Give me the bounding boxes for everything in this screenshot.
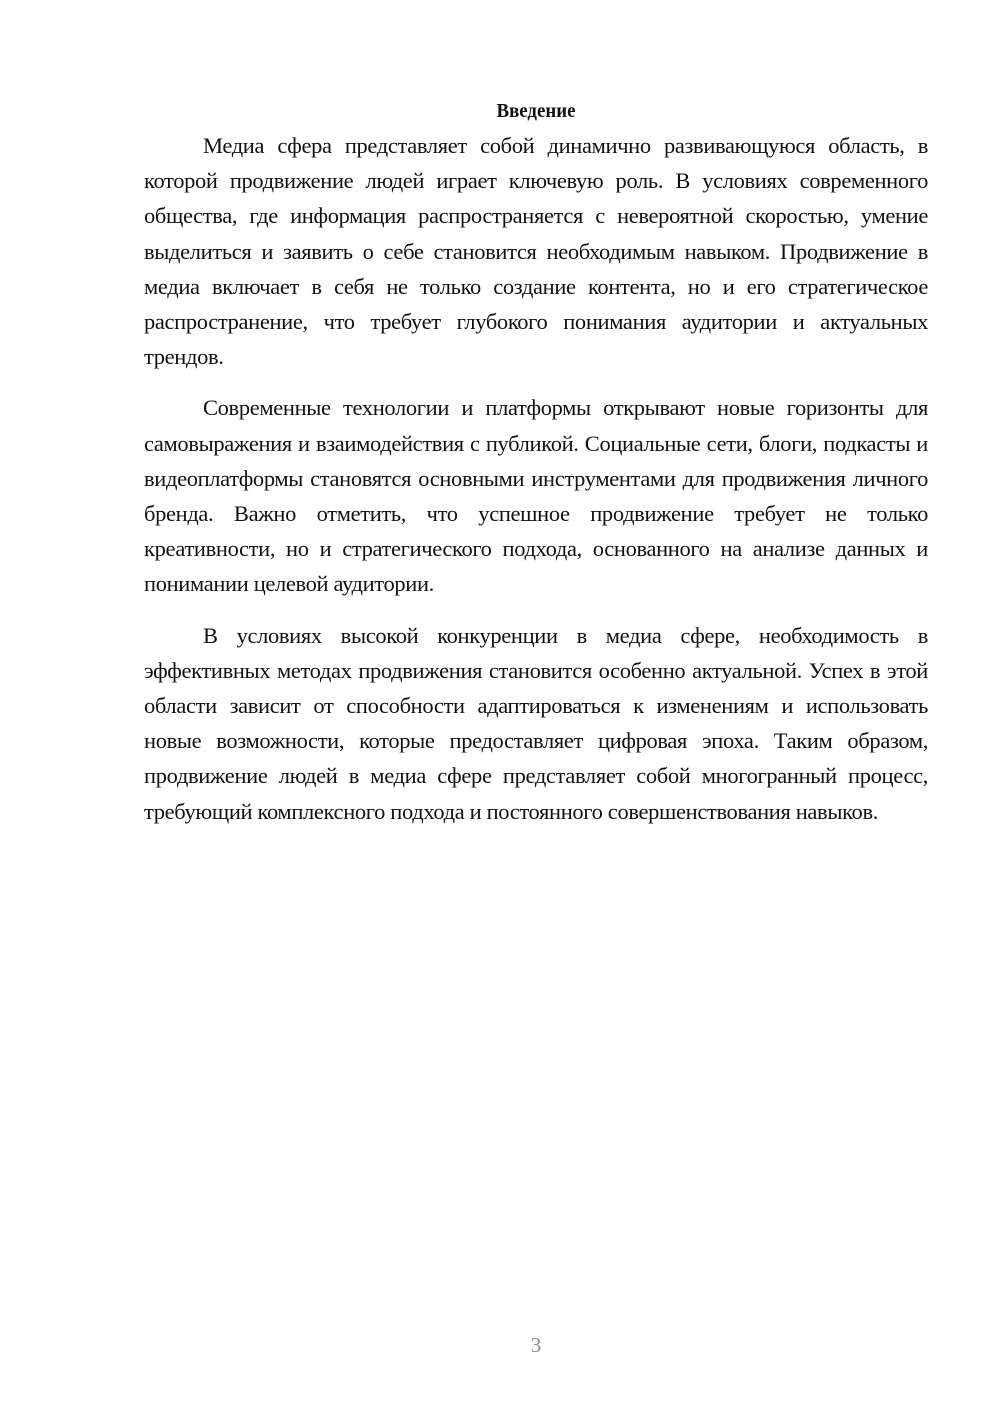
paragraph-2: Современные технологии и платформы открывают новые горизонты для самовыражения и взаимодействия с публикой. Социальные сети, блоги, подкасты и видеоплатформы становятся основными инструментами для продвижения личного бренда. Важно отметить, что успешное продвижение требует не только креативности, но и стратегического подхода, основанного на анализе данных и понимании целевой аудитории.: [144, 395, 928, 597]
page-number: 3: [530, 1333, 542, 1357]
page-content: [144, 96, 928, 829]
paragraph-3: В условиях высокой конкуренции в медиа сфере, необходимость в эффективных методах продвижения становится особенно актуальной. Успех в этой области зависит от способности адаптироваться к изменениям и использовать новые возможности, которые предоставляет цифровая эпоха. Таким образом, продвижение людей в медиа сфере представляет собой многогранный процесс, требующий комплексного подхода и постоянного совершенствования навыков.: [144, 622, 928, 824]
section-title: Введение: [496, 100, 576, 122]
paragraph-1: Медиа сфера представляет собой динамично развивающуюся область, в которой продвижение людей играет ключевую роль. В условиях современного общества, где информация распространяется с невероятной скоростью, умение выделиться и заявить о себе становится необходимым навыком. Продвижение в медиа включает в себя не только создание контента, но и его стратегическое распространение, что требует глубокого понимания аудитории и актуальных трендов.: [144, 133, 928, 370]
